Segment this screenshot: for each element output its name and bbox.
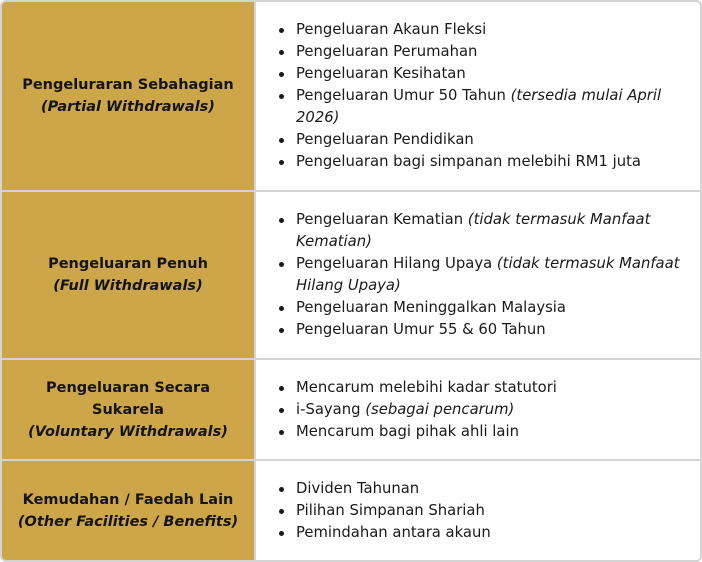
table-row [2, 360, 700, 461]
row-items [256, 192, 700, 358]
list-item: Mencarum melebihi kadar statutori [272, 377, 690, 399]
list-item: Dividen Tahunan [272, 478, 690, 500]
list-item: i-Sayang (sebagai pencarum) [272, 399, 690, 421]
list-item: Pengeluaran bagi simpanan melebihi RM1 juta [272, 151, 690, 173]
row-subtitle: (Partial Withdrawals) [41, 99, 215, 115]
row-items [256, 2, 700, 190]
row-title: Pengeluaran Secara Sukarela [46, 379, 210, 418]
row-title: Pengeluaran Penuh [48, 256, 208, 272]
row-title: Pengeluraran Sebahagian [22, 77, 234, 93]
row-header [2, 360, 256, 459]
bullet-list [272, 19, 690, 173]
row-header [2, 461, 256, 560]
table-row [2, 461, 700, 560]
bullet-list [272, 478, 690, 544]
table-row [2, 2, 700, 192]
bullet-list [272, 377, 690, 443]
list-item: Pengeluaran Akaun Fleksi [272, 19, 690, 41]
row-items [256, 461, 700, 560]
row-subtitle: (Voluntary Withdrawals) [28, 423, 228, 440]
row-subtitle: (Other Facilities / Benefits) [17, 513, 239, 530]
list-item: Pengeluaran Kematian (tidak termasuk Manfaat Kematian) [272, 209, 690, 253]
row-header [2, 2, 256, 190]
row-title: Kemudahan / Faedah Lain [22, 491, 234, 508]
row-header [2, 192, 256, 358]
list-item: Mencarum bagi pihak ahli lain [272, 421, 690, 443]
list-item: Pengeluaran Umur 55 & 60 Tahun [272, 319, 690, 341]
bullet-list [272, 209, 690, 341]
row-subtitle: (Full Withdrawals) [53, 278, 203, 294]
list-item: Pengeluaran Meninggalkan Malaysia [272, 297, 690, 319]
list-item: Pengeluaran Hilang Upaya (tidak termasuk Manfaat Hilang Upaya) [272, 253, 690, 297]
list-item: Pemindahan antara akaun [272, 522, 690, 544]
list-item: Pengeluaran Perumahan [272, 41, 690, 63]
list-item: Pilihan Simpanan Shariah [272, 500, 690, 522]
list-item: Pengeluaran Kesihatan [272, 63, 690, 85]
list-item: Pengeluaran Pendidikan [272, 129, 690, 151]
table-row [2, 192, 700, 360]
row-items [256, 360, 700, 459]
list-item: Pengeluaran Umur 50 Tahun (tersedia mulai April 2026) [272, 85, 690, 129]
